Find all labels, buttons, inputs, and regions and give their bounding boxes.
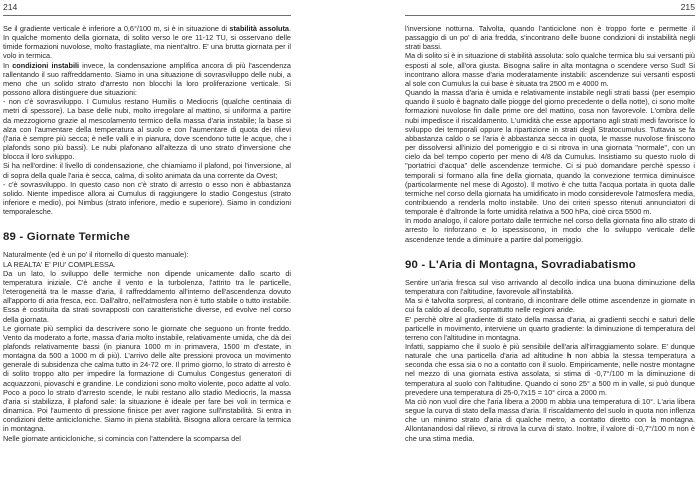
paragraph: Le giornate più semplici da descrivere sono le giornate che seguono un fronte freddo. Vento da moderato a forte, massa d'aria molto instabile, relativamente umida, che dà dei plafonds relativamente bassi (in pianura 1000 m in primavera, 1500 m d'estate, in montagna da 500 a 1000 m di più). L'arrivo delle alte pressioni provoca un movimento generale di subsidenza che calma tutto in 24-72 ore. Il primo giorno, lo strato di arresto è di solito troppo alto per impedire la formazione di Cumulus Congestus generatori di acquazzoni, piovaschi e grandine. Le condizioni sono molto violente, poco adatte al volo. Poco a poco lo strato d'arresto scende, le nubi restano allo stadio Mediocris, la massa d'aria si stabilizza, il plafond sale: la situazione è ideale per fare bei voli in termica e dinamica. Poi l'aumento di pressione finisce per aver ragione sull'instabilità. Si entra in condizioni dette anticicloniche. Siamo in piena stabilità. Bisogna allora cercare la termica in montagna. bbox=[3, 323, 291, 434]
paragraph: In condizioni instabili invece, la condensazione amplifica ancora di più l'ascendenza rallentando il suo raffreddamento. Siamo in una situazione di sovrasviluppo delle nubi, a meno che un solido strato d'arresto non blocchi la loro proliferazione verticale. Si possono allora distinguere due situazioni: bbox=[3, 60, 291, 98]
section-heading-90: 90 - L'Aria di Montagna, Sovradiabatismo bbox=[405, 258, 636, 271]
paragraph: Quando la massa d'aria è umida e relativamente instabile negli strati bassi (per esempio quando il suolo è bagnato dalle piogge del giorno precedente o della notte), ci sono molte formazioni nuvolose fin dalle prime ore del mattino, cosa non favorevole. L'ombra delle nubi impedisce il riscaldamento. L'umidità che esse apportano agli strati medi favorisce lo sviluppo dei temporali oppure la ripartizione in strati degli Stratocumulus. Tuttavia se fa abbastanza caldo o se l'aria è abbastanza secca in quota, le masse nuvolose finiscono per dissolversi all'inizio del pomeriggio e ci si ritrova in una giornata ''normale'', con un cielo da bel tempo coperto per meno di 4/8 da Cumulus. Insistiamo su questo ruolo di ''portatrici d'acqua'' delle ascendenze termiche. Ci si può domandare perchè spesso i temporali si formano alla fine della giornata, quando la convezione termica diminuisce (particolarmente nel mese di Agosto). Il motivo è che tutta l'acqua portata in quota dalle termiche nel corso della giornata ha umidificato in modo considerevole l'atmosfera media, contribuendo a renderla molto instabile. Uno dei criteri spesso ritenuti annunciatori di temporale è d'altronde la forte umidità relativa a 500 hPa, cioè circa 5500 m. bbox=[405, 88, 695, 217]
paragraph: Ma di solito si è in situazione di stabilità assoluta: solo qualche termica blu sui versanti più esposti al sole, all'ora giusta. Bisogna salire in alta montagna o scendere verso Sud! Si incontrano allora masse d'aria moderatamente instabili: ascendenze sui versanti esposti al sole con Cumulus la cui base è situata tra 2500 m e 4000 m. bbox=[405, 51, 695, 88]
section-heading-89: 89 - Giornate Termiche bbox=[3, 231, 130, 244]
paragraph: Nelle giornate anticicloniche, si comincia con l'attendere la scomparsa del bbox=[3, 433, 241, 443]
paragraph: Se il gradiente verticale è inferiore a 0,6°/100 m, si è in situazione di stabilità assoluta. In qualche momento della giornata, di solito verso le ore 11-12 TU, si osservano delle timide formazioni nuvolose, molto frastagliate, ma nient'altro. E' una brutta giornata per il volo in termica. bbox=[3, 24, 291, 61]
paragraph: E' perchè oltre al gradiente di stato della massa d'aria, ai gradienti secchi e saturi delle particelle in movimento, interviene un quarto gradiente: la diminuzione di temperatura del terreno con l'altitudine in montagna. bbox=[405, 314, 695, 342]
paragraph: Naturalmente (ed è un po' il ritornello di questo manuale): bbox=[3, 250, 189, 260]
paragraph: Si ha nell'ordine: il livello di condensazione, che chiamiamo il plafond, poi l'inversione, al di sopra della quale l'aria è secca, calma, di solito animata da una corrente da Ovest; bbox=[3, 161, 291, 180]
paragraph: Ma ciò non vuol dire che l'aria libera a 2000 m abbia una temperatura di 10°. L'aria libera segue la curva di stato della massa d'aria. Il riscaldamento del suolo in quota non inflenza che un minimo strato d'aria di qualche metro, a contatto diretto con la montagna. Allontanandosi dal rilievo, si ritrova la curva di stato. Inoltre, il valore di -0,7°/100 m non è che una stima media. bbox=[405, 396, 695, 443]
paragraph: Ma si è talvolta sorpresi, al contrario, di incontrare delle ottime ascendenze in giornate in cui fa caldo al decollo, soprattutto nelle regioni aride. bbox=[405, 296, 695, 315]
page-number-right: 215 bbox=[405, 0, 695, 16]
right-page bbox=[405, 0, 695, 443]
paragraph: l'inversione notturna. Talvolta, quando l'anticiclone non è troppo forte e permette il passaggio di un po' di aria fredda, s'incontrano delle buone condizioni di instabilità negli strati bassi. bbox=[405, 24, 695, 52]
paragraph: Sentire un'aria fresca sul viso arrivando al decollo indica una buona diminuzione della temperatura con l'altitudine, favorevole all'instabilità. bbox=[405, 277, 695, 297]
paragraph: In modo analogo, il calore portato dalle termiche nel corso della giornata fino allo strato di arresto lo rinforzano e lo ispessiscono, in modo che lo sviluppo verticale delle ascendenze tende a diminuire a partire dal pomeriggio. bbox=[405, 216, 695, 244]
paragraph: Da un lato, lo sviluppo delle termiche non dipende unicamente dallo scarto di temperatura iniziale. C'è anche il vento e la turbolenza, l'attrito tra le particelle, l'eterogeneità tra le masse d'aria, il raffreddamento all'interno dell'ascendenza dovuto all'apporto di aria fresca, ecc. Dall'altro, nell'atmosfera non è tutto stabile o tutto instabile. Essa è costituita da strati sovrapposti con caratteristiche diverse, ed evolve nel corso della giornata. bbox=[3, 268, 291, 324]
paragraph: - c'è sovrasviluppo. In questo caso non c'è strato di arresto o esso non è abbastanza solido. Niente impedisce allora ai Cumulus di raggiungere lo stadio Congestus (strato inferiore e medio), poi Nimbus (strato inferiore, medio e superiore). Siamo in condizioni temporalesche. bbox=[3, 179, 291, 217]
left-page-body bbox=[3, 24, 291, 443]
paragraph: LA REALTA' E' PIU' COMPLESSA. bbox=[3, 259, 116, 269]
paragraph: - non c'è sovrasviluppo. I Cumulus restano Humilis o Mediocris (qualche centinaia di metri di spessore). La base delle nubi, molto irregolare al mattino, si uniforma a partire da mezzogiorno grazie al mescolamento termico della massa d'aria instabile; la base si alza con l'aumentare della temperatura al suolo e con l'aumentare di quota dei rilievi (l'aria è sempre più secca; è nelle valli e in pianura, dove scendono tutte le acque, che i plafonds sono più bassi). Le nubi plafonano all'altezza di uno strato d'inversione che blocca il loro sviluppo. bbox=[3, 97, 291, 162]
paragraph: Infatti, sappiamo che il suolo è più sensibile dell'aria all'irraggiamento solare. E' dunque naturale che una particella d'aria ad altitudine h non abbia la stessa temperatura a seconda che essa sia o no a contatto con il suolo. Empiricamente, nelle nostre montagne nel mezzo di una giornata estiva assolata, si stima di -0,7°/100 m la diminuzione di temperatura al suolo con l'altitudine. Quando ci sono 25° a 500 m in valle, si può dunque prevedere una temperatura di 25-0,7x15 = 10° circa a 2000 m. bbox=[405, 342, 696, 397]
page-number-left: 214 bbox=[3, 0, 291, 16]
left-page bbox=[3, 0, 291, 443]
right-page-body bbox=[405, 24, 695, 443]
